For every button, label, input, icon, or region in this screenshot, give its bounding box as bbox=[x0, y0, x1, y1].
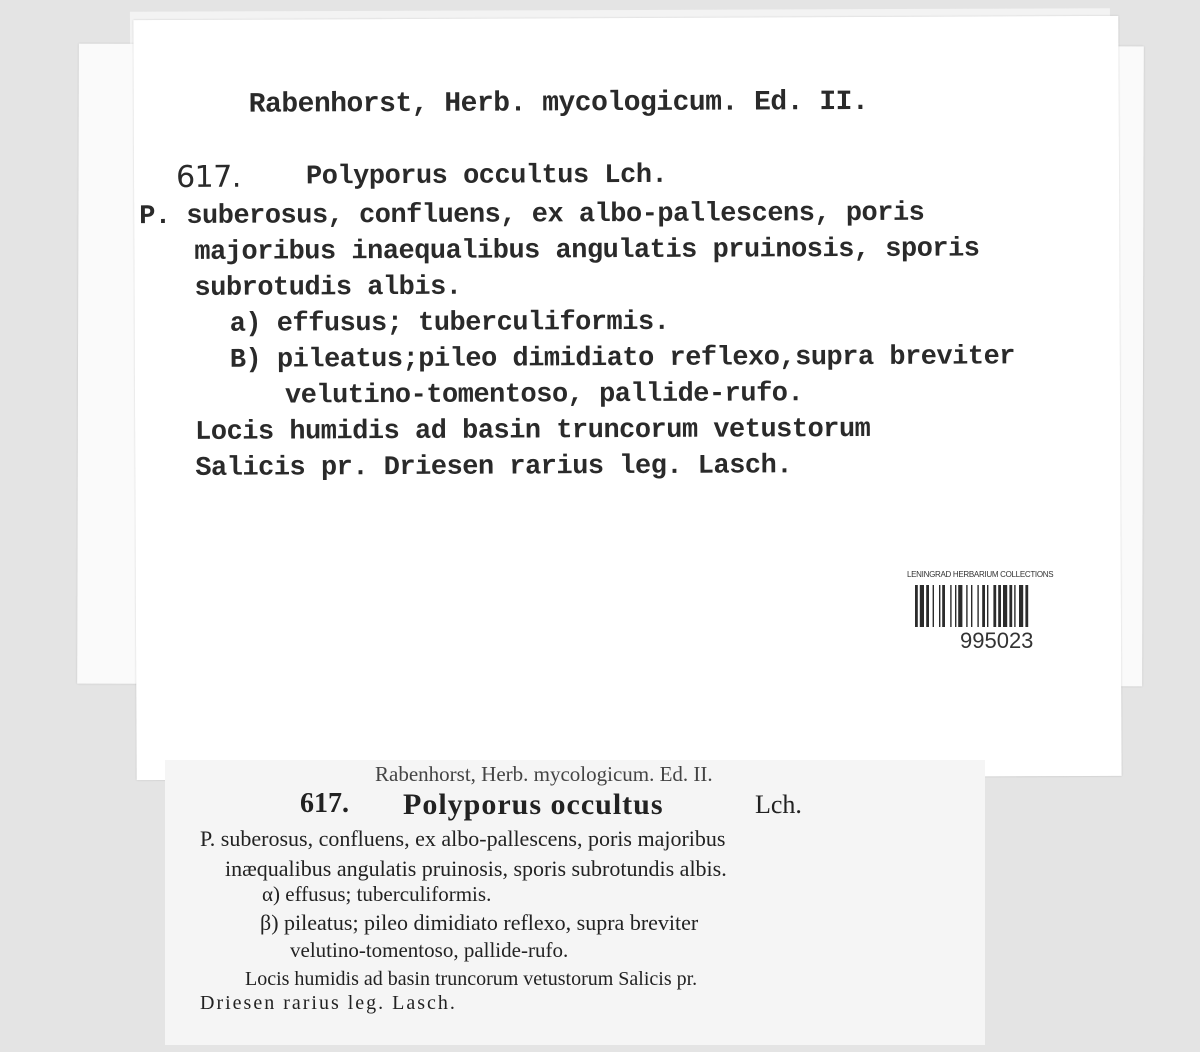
typed-line: B) pileatus;pileo dimidiato reflexo,supra breviter bbox=[229, 342, 1016, 376]
barcode-sticker bbox=[905, 570, 1090, 655]
typed-line: P. suberosus, confluens, ex albo-pallescens, poris bbox=[139, 198, 925, 233]
typed-header: Rabenhorst, Herb. mycologicum. Ed. II. bbox=[248, 86, 869, 121]
printed-species-name: Polyporus occultus bbox=[403, 788, 664, 821]
barcode-header: LENINGRAD HERBARIUM COLLECTIONS bbox=[907, 570, 1054, 579]
printed-line: Driesen rarius leg. Lasch. bbox=[200, 992, 457, 1014]
typewritten-label bbox=[133, 16, 1121, 780]
printed-label bbox=[165, 760, 985, 1045]
printed-line: β) pileatus; pileo dimidiato reflexo, supra breviter bbox=[260, 910, 699, 935]
typed-line: a) effusus; tuberculiformis. bbox=[229, 307, 670, 340]
typewritten-text bbox=[133, 16, 1121, 780]
typed-line: majoribus inaequalibus angulatis pruinosis, sporis bbox=[194, 234, 980, 268]
typed-line: subrotudis albis. bbox=[194, 272, 462, 304]
typed-line: Locis humidis ad basin truncorum vetustorum bbox=[195, 414, 871, 448]
printed-line: velutino-tomentoso, pallide-rufo. bbox=[290, 938, 569, 962]
printed-author: Lch. bbox=[755, 790, 802, 819]
typed-line: velutino-tomentoso, pallide-rufo. bbox=[284, 379, 804, 412]
typed-line: Salicis pr. Driesen rarius leg. Lasch. bbox=[195, 451, 793, 484]
printed-header: Rabenhorst, Herb. mycologicum. Ed. II. bbox=[375, 762, 713, 786]
barcode-icon bbox=[915, 585, 1090, 627]
printed-line: inæqualibus angulatis pruinosis, sporis subrotundis albis. bbox=[225, 856, 727, 881]
typed-species-title: Polyporus occultus Lch. bbox=[305, 160, 668, 193]
typed-specimen-number: 617. bbox=[175, 159, 241, 195]
printed-specimen-number: 617. bbox=[300, 788, 349, 819]
printed-line: P. suberosus, confluens, ex albo-pallescens, poris majoribus bbox=[200, 826, 726, 851]
printed-line: Locis humidis ad basin truncorum vetustorum Salicis pr. bbox=[245, 968, 698, 990]
barcode-number: 995023 bbox=[960, 628, 1034, 653]
printed-line: α) effusus; tuberculiformis. bbox=[262, 882, 492, 906]
